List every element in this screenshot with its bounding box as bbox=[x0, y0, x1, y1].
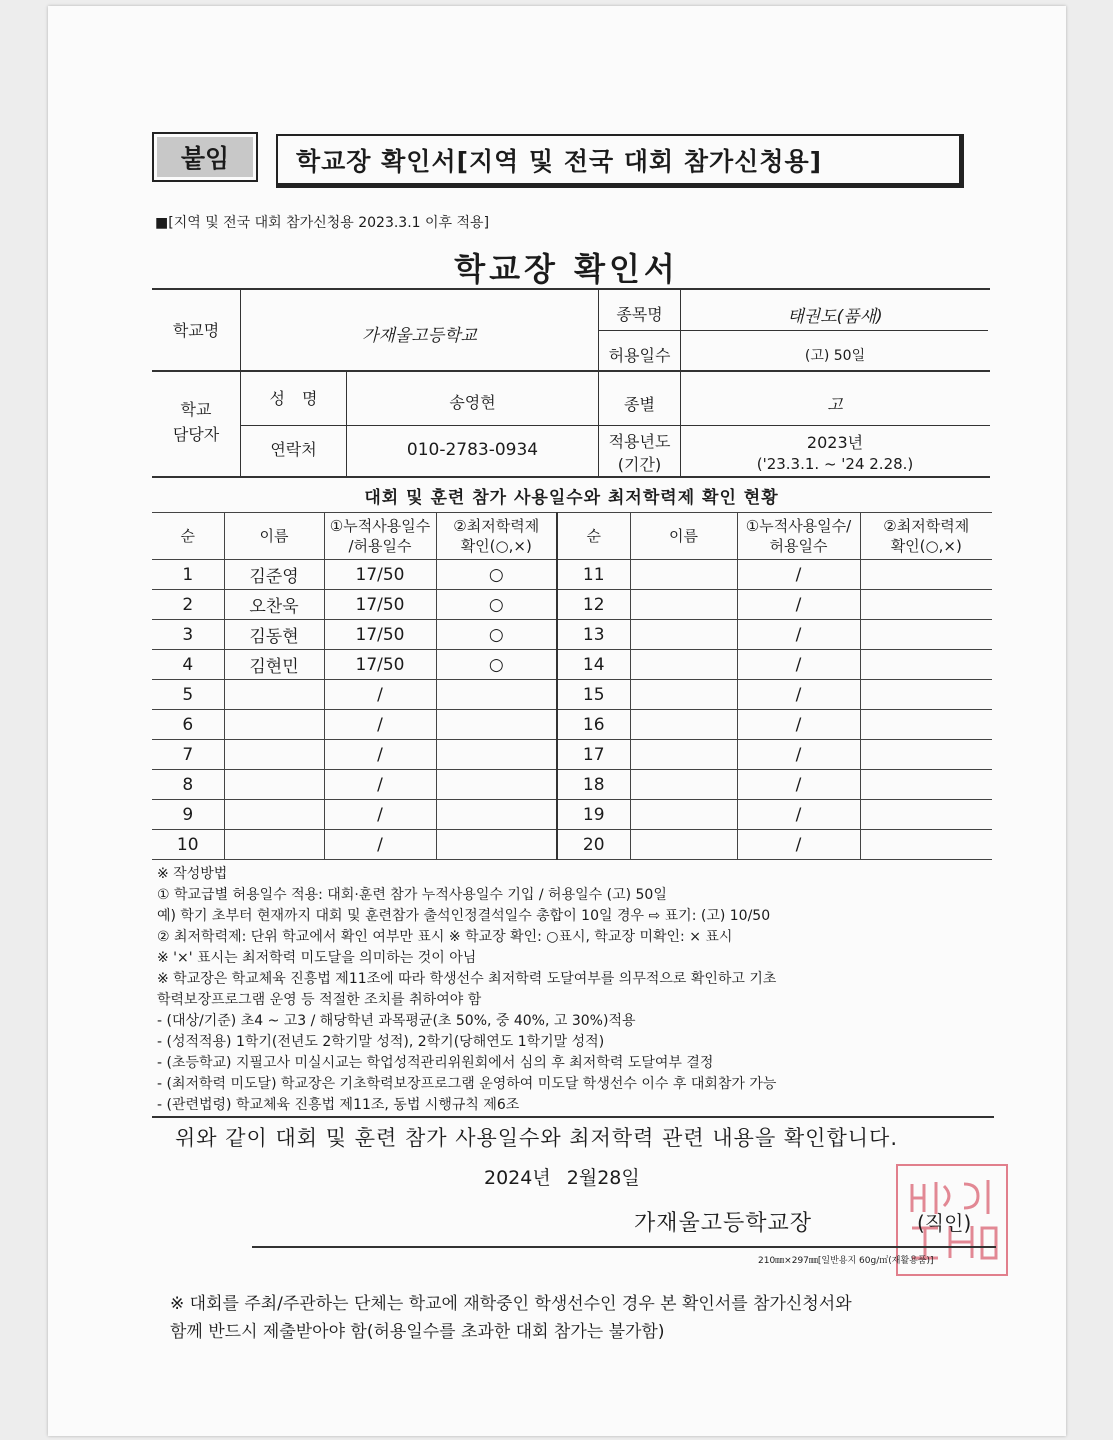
header-days-left: ①누적사용일수 /허용일수 bbox=[324, 513, 436, 560]
status-section-title: 대회 및 훈련 참가 사용일수와 최저학력제 확인 현황 bbox=[364, 488, 779, 508]
row-number-cell: 3 bbox=[152, 620, 224, 650]
athlete-name-cell bbox=[630, 830, 737, 860]
days-used-cell: / bbox=[324, 770, 436, 800]
min-academic-check-cell bbox=[860, 800, 992, 830]
min-academic-check-cell bbox=[860, 680, 992, 710]
note-line: ※ '×' 표시는 최저학력 미도달을 의미하는 것이 아님 bbox=[157, 950, 477, 966]
row-number-cell: 8 bbox=[152, 770, 224, 800]
row-number-cell: 14 bbox=[557, 650, 630, 680]
row-number-cell: 19 bbox=[557, 800, 630, 830]
note-line: - (성적적용) 1학기(전년도 2학기말 성적), 2학기(당해연도 1학기말 성적) bbox=[157, 1034, 605, 1050]
athlete-name-cell bbox=[630, 590, 737, 620]
year-value: 2023년 bbox=[806, 433, 864, 452]
row-number-cell: 5 bbox=[152, 680, 224, 710]
table-row bbox=[152, 770, 992, 800]
min-academic-check-cell bbox=[436, 740, 557, 770]
row-number-cell: 17 bbox=[557, 740, 630, 770]
header-no: 순 bbox=[152, 513, 224, 560]
athlete-name-cell: 김동현 bbox=[224, 620, 324, 650]
note-line: ② 최저학력제: 단위 학교에서 확인 여부만 표시 ※ 학교장 확인: ○표시, 학교장 미확인: × 표시 bbox=[157, 929, 733, 945]
min-academic-check-cell bbox=[860, 740, 992, 770]
min-academic-check-cell: ○ bbox=[436, 590, 557, 620]
signature-divider bbox=[252, 1246, 996, 1248]
days-used-cell: / bbox=[737, 590, 860, 620]
days-used-cell: / bbox=[737, 770, 860, 800]
min-academic-check-cell bbox=[436, 680, 557, 710]
contact-label: 연락처 bbox=[270, 440, 317, 459]
min-academic-check-cell bbox=[860, 620, 992, 650]
athlete-name-cell bbox=[224, 770, 324, 800]
writing-instructions bbox=[157, 864, 776, 1116]
notice-text: ■[지역 및 전국 대회 참가신청용 2023.3.1 이후 적용] bbox=[155, 215, 490, 231]
days-used-cell: / bbox=[737, 710, 860, 740]
athlete-name-cell bbox=[630, 770, 737, 800]
min-academic-check-cell bbox=[436, 800, 557, 830]
row-number-cell: 13 bbox=[557, 620, 630, 650]
row-number-cell: 18 bbox=[557, 770, 630, 800]
row-number-cell: 7 bbox=[152, 740, 224, 770]
min-academic-check-cell bbox=[860, 830, 992, 860]
row-number-cell: 16 bbox=[557, 710, 630, 740]
name-label: 성 명 bbox=[269, 389, 318, 408]
divider bbox=[152, 1116, 994, 1118]
footnote-line-2: 함께 반드시 제출받아야 함(허용일수를 초과한 대회 참가는 불가함) bbox=[170, 1322, 665, 1342]
days-used-cell: / bbox=[324, 680, 436, 710]
category-label: 종별 bbox=[624, 395, 655, 414]
athlete-name-cell: 김현민 bbox=[224, 650, 324, 680]
confirmation-statement: 위와 같이 대회 및 훈련 참가 사용일수와 최저학력 관련 내용을 확인합니다. bbox=[175, 1126, 899, 1150]
event-label: 종목명 bbox=[616, 305, 663, 324]
header-no-right: 순 bbox=[557, 513, 630, 560]
school-name-label: 학교명 bbox=[172, 321, 220, 340]
days-used-cell: / bbox=[737, 740, 860, 770]
athlete-name-cell bbox=[630, 560, 737, 590]
athlete-name-cell bbox=[630, 650, 737, 680]
row-number-cell: 10 bbox=[152, 830, 224, 860]
attachment-label: 붙임 bbox=[157, 137, 253, 177]
participation-table bbox=[152, 512, 992, 860]
note-line: - (초등학교) 지필고사 미실시교는 학업성적관리위원회에서 심의 후 최저학력 도달여부 결정 bbox=[157, 1055, 714, 1071]
year-label-1: 적용년도 bbox=[608, 432, 671, 451]
row-number-cell: 20 bbox=[557, 830, 630, 860]
document-header-title: 학교장 확인서[지역 및 전국 대회 참가신청용] bbox=[276, 134, 964, 188]
table-row bbox=[152, 710, 992, 740]
table-row bbox=[152, 680, 992, 710]
athlete-name-cell bbox=[630, 800, 737, 830]
note-line: 학력보장프로그램 운영 등 적절한 조치를 취하여야 함 bbox=[157, 992, 482, 1008]
table-row bbox=[152, 560, 992, 590]
header-name: 이름 bbox=[224, 513, 324, 560]
table-row bbox=[152, 620, 992, 650]
note-line: ① 학교급별 허용일수 적용: 대회·훈련 참가 누적사용일수 기입 / 허용일수 (고) 50일 bbox=[157, 887, 667, 903]
header-name-right: 이름 bbox=[630, 513, 737, 560]
min-academic-check-cell bbox=[860, 560, 992, 590]
table-row bbox=[152, 740, 992, 770]
days-used-cell: / bbox=[737, 830, 860, 860]
manager-label-1: 학교 bbox=[180, 400, 212, 419]
seal-label: (직인) bbox=[917, 1211, 972, 1235]
table-row bbox=[152, 830, 992, 860]
athlete-name-cell bbox=[630, 710, 737, 740]
min-academic-check-cell bbox=[436, 710, 557, 740]
athlete-name-cell bbox=[224, 680, 324, 710]
days-used-cell: / bbox=[737, 650, 860, 680]
row-number-cell: 12 bbox=[557, 590, 630, 620]
days-used-cell: / bbox=[737, 560, 860, 590]
athlete-name-cell bbox=[630, 620, 737, 650]
min-academic-check-cell bbox=[860, 590, 992, 620]
paper-spec: 210㎜×297㎜[일반용지 60g/㎡(재활용품)] bbox=[758, 1256, 934, 1266]
days-used-cell: 17/50 bbox=[324, 650, 436, 680]
row-number-cell: 11 bbox=[557, 560, 630, 590]
row-number-cell: 2 bbox=[152, 590, 224, 620]
athlete-name-cell: 오찬욱 bbox=[224, 590, 324, 620]
row-number-cell: 15 bbox=[557, 680, 630, 710]
days-used-cell: / bbox=[324, 740, 436, 770]
note-line: - (관련법령) 학교체육 진흥법 제11조, 동법 시행규칙 제6조 bbox=[157, 1097, 520, 1113]
row-number-cell: 1 bbox=[152, 560, 224, 590]
allowed-days-value: (고) 50일 bbox=[804, 348, 866, 364]
manager-name: 송영현 bbox=[449, 393, 496, 412]
allowed-days-label: 허용일수 bbox=[608, 346, 671, 365]
document-title: 학교장 확인서 bbox=[454, 250, 679, 288]
days-used-cell: / bbox=[737, 800, 860, 830]
note-line: - (최저학력 미도달) 학교장은 기초학력보장프로그램 운영하여 미도달 학생선수 이수 후 대회참가 가능 bbox=[157, 1076, 777, 1092]
issue-date: 2024년 2월28일 bbox=[484, 1167, 640, 1189]
attachment-label-box bbox=[152, 132, 258, 182]
header-days-right: ①누적사용일수/ 허용일수 bbox=[737, 513, 860, 560]
days-used-cell: / bbox=[737, 680, 860, 710]
athlete-name-cell bbox=[224, 830, 324, 860]
table-row bbox=[152, 590, 992, 620]
min-academic-check-cell bbox=[436, 830, 557, 860]
days-used-cell: 17/50 bbox=[324, 590, 436, 620]
note-line: ※ 학교장은 학교체육 진흥법 제11조에 따라 학생선수 최저학력 도달여부를 의무적으로 확인하고 기초 bbox=[157, 971, 777, 987]
athlete-name-cell bbox=[630, 740, 737, 770]
athlete-name-cell bbox=[224, 740, 324, 770]
note-line: ※ 작성방법 bbox=[157, 866, 228, 882]
days-used-cell: / bbox=[324, 710, 436, 740]
days-used-cell: / bbox=[324, 830, 436, 860]
min-academic-check-cell bbox=[860, 770, 992, 800]
year-label-2: (기간) bbox=[617, 455, 662, 474]
event-value: 태권도(품새) bbox=[787, 307, 883, 327]
row-number-cell: 6 bbox=[152, 710, 224, 740]
athlete-name-cell bbox=[224, 710, 324, 740]
athlete-name-cell: 김준영 bbox=[224, 560, 324, 590]
school-name-value: 가재울고등학교 bbox=[362, 326, 477, 346]
athlete-name-cell bbox=[224, 800, 324, 830]
min-academic-check-cell: ○ bbox=[436, 650, 557, 680]
manager-label-2: 담당자 bbox=[172, 425, 220, 444]
header-check-right: ②최저학력제 확인(○,×) bbox=[860, 513, 992, 560]
footnote-line-1: ※ 대회를 주최/주관하는 단체는 학교에 재학중인 학생선수인 경우 본 확인서를 참가신청서와 bbox=[170, 1294, 852, 1314]
row-number-cell: 4 bbox=[152, 650, 224, 680]
min-academic-check-cell: ○ bbox=[436, 560, 557, 590]
note-line: - (대상/기준) 초4 ~ 고3 / 해당학년 과목평균(초 50%, 중 40%, 고 30%)적용 bbox=[157, 1013, 636, 1029]
min-academic-check-cell bbox=[436, 770, 557, 800]
days-used-cell: / bbox=[737, 620, 860, 650]
table-row bbox=[152, 650, 992, 680]
category-value: 고 bbox=[827, 395, 843, 414]
days-used-cell: 17/50 bbox=[324, 560, 436, 590]
min-academic-check-cell bbox=[860, 710, 992, 740]
min-academic-check-cell: ○ bbox=[436, 620, 557, 650]
note-line: 예) 학기 초부터 현재까지 대회 및 훈련참가 출석인정결석일수 총합이 10일 경우 ⇨ 표기: (고) 10/50 bbox=[157, 908, 771, 924]
row-number-cell: 9 bbox=[152, 800, 224, 830]
period-value: ('23.3.1. ~ '24 2.28.) bbox=[756, 455, 914, 473]
contact-value: 010-2783-0934 bbox=[406, 440, 539, 460]
days-used-cell: / bbox=[324, 800, 436, 830]
header-check-left: ②최저학력제 확인(○,×) bbox=[436, 513, 557, 560]
signer-name: 가재울고등학교장 bbox=[634, 1211, 813, 1236]
table-row bbox=[152, 800, 992, 830]
days-used-cell: 17/50 bbox=[324, 620, 436, 650]
min-academic-check-cell bbox=[860, 650, 992, 680]
table-header-row bbox=[152, 513, 992, 560]
athlete-name-cell bbox=[630, 680, 737, 710]
footnote bbox=[170, 1290, 852, 1346]
